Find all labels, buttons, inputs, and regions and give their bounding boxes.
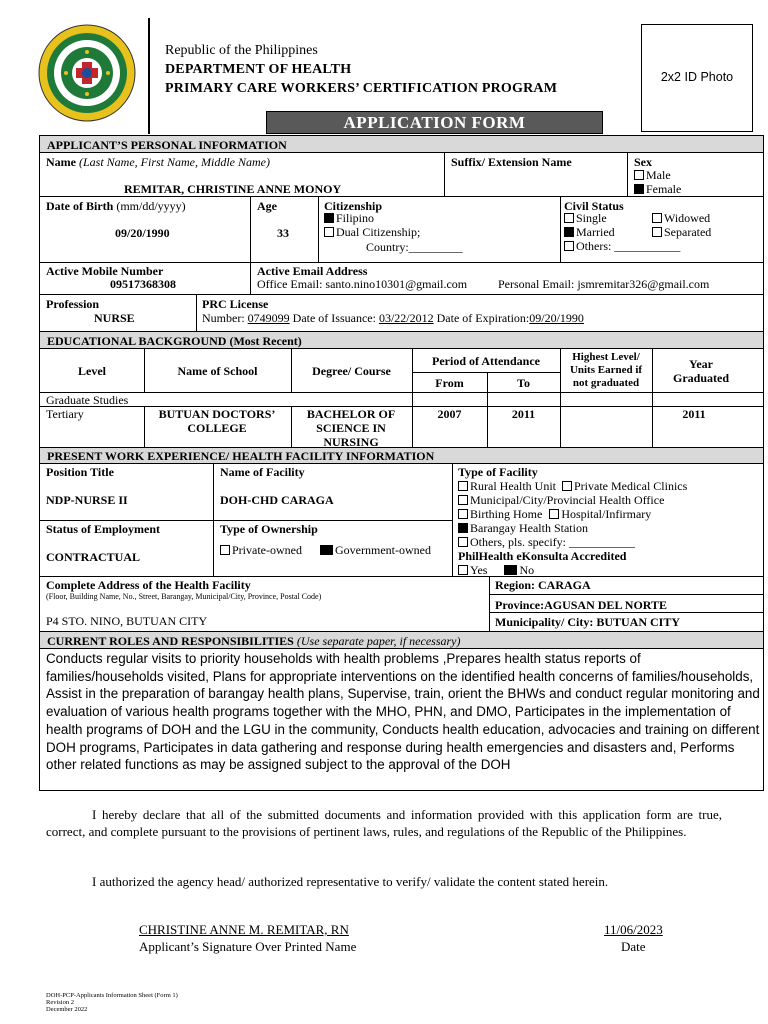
others-label: Others: ___________ (576, 239, 681, 253)
status-label: Status of Employment (46, 522, 161, 536)
birthing-checkbox[interactable] (458, 509, 468, 519)
rhu-label: Rural Health Unit (470, 479, 556, 493)
civil-option-others[interactable] (564, 239, 680, 253)
civil-status-label: Civil Status (564, 199, 624, 213)
line (40, 348, 763, 349)
name-label: Name (46, 155, 76, 169)
declaration-para2: I authorized the agency head/ authorized representative to verify/ validate the content stated herein. (92, 874, 609, 889)
line (291, 406, 292, 447)
line (40, 331, 763, 332)
id-photo-box (641, 24, 753, 132)
government-checkbox[interactable] (320, 545, 333, 555)
sex-option-female[interactable] (634, 182, 681, 196)
type-option-hospital[interactable] (549, 507, 651, 521)
edu-row-tertiary-school[interactable]: BUTUAN DOCTORS’ COLLEGE (158, 407, 276, 435)
line (40, 576, 763, 577)
line (213, 463, 214, 576)
edu-header-school: Name of School (177, 364, 258, 378)
line (250, 196, 251, 262)
name-value[interactable]: REMITAR, CHRISTINE ANNE MONOY (124, 182, 342, 196)
footer-revision: Revision 2 (46, 999, 74, 1006)
edu-row-tertiary-year[interactable]: 2011 (682, 407, 706, 421)
bhs-label: Barangay Health Station (470, 521, 588, 535)
work-section-title: PRESENT WORK EXPERIENCE/ HEALTH FACILITY INFORMATION (47, 449, 435, 463)
prc-issue-label: Date of Issuance: (292, 311, 376, 325)
female-checkbox[interactable] (634, 184, 644, 194)
prc-number[interactable]: 0749099 (247, 311, 290, 325)
country-label[interactable]: Country:_________ (366, 240, 463, 254)
date-label: Date (621, 939, 646, 954)
single-checkbox[interactable] (564, 213, 574, 223)
civil-option-married[interactable] (564, 225, 615, 239)
line (444, 152, 445, 196)
private-checkbox[interactable] (220, 545, 230, 555)
mchp-label: Municipal/City/Provincial Health Office (470, 493, 665, 507)
declaration-para1: I hereby declare that all of the submitted documents and information provided with this application form are true, correct, and complete pursuant to the provisions of pertinent laws, rules, and regulations of the Republic of the Philippines. (46, 807, 722, 839)
line (560, 348, 561, 447)
name-hint: (Last Name, First Name, Middle Name) (79, 155, 270, 169)
citizenship-option-filipino[interactable] (324, 211, 374, 225)
type-others-checkbox[interactable] (458, 537, 468, 547)
edu-row-tertiary-to[interactable]: 2011 (511, 407, 536, 421)
single-label: Single (576, 211, 607, 225)
edu-header-degree: Degree/ Course (312, 364, 391, 378)
filipino-label: Filipino (336, 211, 375, 225)
ownership-label: Type of Ownership (220, 522, 318, 536)
yes-checkbox[interactable] (458, 565, 468, 575)
birthing-label: Birthing Home (470, 507, 543, 521)
line (196, 294, 197, 331)
sex-option-male[interactable] (634, 168, 671, 182)
ownership-option-government[interactable] (320, 543, 431, 557)
line (560, 196, 561, 262)
hospital-label: Hospital/Infirmary (561, 507, 652, 521)
roles-section-hint: (Use separate paper, if necessary) (296, 634, 461, 648)
male-label: Male (646, 168, 671, 182)
prc-exp-date[interactable]: 09/20/1990 (529, 311, 584, 325)
edu-row-tertiary-level: Tertiary (46, 407, 84, 421)
dual-label: Dual Citizenship; (336, 225, 421, 239)
prc-issue-date[interactable]: 03/22/2012 (378, 311, 434, 325)
line (412, 372, 560, 373)
footer-form-id: DOH-PCP-Applicants Information Sheet (Form 1) (46, 992, 178, 999)
rhu-checkbox[interactable] (458, 481, 468, 491)
type-option-private-clinics[interactable] (562, 479, 687, 493)
facility-type-row3 (458, 507, 651, 521)
edu-header-year: Year Graduated (672, 357, 729, 385)
edu-header-to: To (517, 376, 530, 390)
line (627, 152, 628, 196)
dob-label-row (46, 199, 186, 213)
line (144, 406, 145, 447)
facility-value[interactable]: DOH-CHD CARAGA (220, 493, 334, 507)
mchp-checkbox[interactable] (458, 495, 468, 505)
line (250, 262, 251, 294)
status-value[interactable]: CONTRACTUAL (46, 550, 141, 564)
line (40, 294, 763, 295)
widowed-label: Widowed (664, 211, 711, 225)
civil-option-single[interactable] (564, 211, 607, 225)
prc-label: PRC License (202, 297, 269, 311)
mobile-value[interactable]: 09517368308 (110, 277, 176, 291)
address-value[interactable]: P4 STO. NINO, BUTUAN CITY (46, 614, 208, 628)
dob-hint: (mm/dd/yyyy) (116, 199, 186, 213)
line (40, 262, 763, 263)
position-value[interactable]: NDP-NURSE II (46, 493, 128, 507)
municipality-value[interactable]: Municipality/ City: BUTUAN CITY (495, 615, 681, 629)
no-checkbox[interactable] (504, 565, 517, 575)
form-title: APPLICATION FORM (343, 113, 526, 132)
line (40, 463, 763, 464)
personal-email[interactable]: Personal Email: jsmremitar326@gmail.com (498, 277, 710, 291)
edu-header-from: From (435, 376, 464, 390)
type-option-others[interactable] (458, 535, 635, 549)
others-checkbox[interactable] (564, 241, 574, 251)
edu-header-level: Level (78, 364, 106, 378)
philhealth-option-no[interactable] (504, 563, 534, 577)
line (489, 594, 763, 595)
male-checkbox[interactable] (634, 170, 644, 180)
form-title-bar (266, 111, 603, 134)
prc-number-label: Number: (202, 311, 245, 325)
civil-option-widowed[interactable] (652, 211, 710, 225)
bhs-checkbox[interactable] (458, 523, 468, 533)
type-others-label: Others, pls. specify: ___________ (470, 535, 635, 549)
filipino-checkbox[interactable] (324, 213, 334, 223)
office-email[interactable]: Office Email: santo.nino10301@gmail.com (257, 277, 468, 291)
yes-label: Yes (470, 563, 488, 577)
edu-header-highest: Highest Level/ Units Earned if not graduated (569, 351, 643, 389)
private-label: Private-owned (232, 543, 302, 557)
footer-date: December 2022 (46, 1006, 88, 1013)
suffix-label: Suffix/ Extension Name (451, 155, 572, 169)
sex-label: Sex (634, 155, 652, 169)
header-department: DEPARTMENT OF HEALTH (165, 62, 352, 77)
philhealth-option-yes[interactable] (458, 563, 487, 577)
roles-text[interactable]: Conducts regular visits to priority households with health problems ,Prepares health status reports of families/households visited, Plans for appropriate interventions on the identified health concerns of families/households, Assist in the preparation of barangay health plans, Supervise, train, orient the BHWs and conduct regular monitoring and evaluation of various health programs together with the MHO, PHN, and DMO, Participates in the implementation of health programs of DOH and the LGU in the community, Conducts health education, advocacies and training on different DOH programs, Participates in data gathering and response during health emergencies and disasters and, Performs other related functions as may be assigned subject to the approval of the DOH (46, 651, 760, 773)
prc-exp-label: Date of Expiration: (436, 311, 530, 325)
philhealth-label: PhilHealth eKonsulta Accredited (458, 549, 627, 563)
line (40, 152, 763, 153)
line (40, 392, 763, 393)
philhealth-options (458, 563, 534, 577)
address-hint: (Floor, Building Name, No., Street, Barangay, Municipal/City, Province, Postal Code) (46, 592, 322, 601)
edu-row-tertiary-degree[interactable]: BACHELOR OF SCIENCE IN NURSING (306, 407, 396, 449)
province-value[interactable]: Province:AGUSAN DEL NORTE (495, 598, 668, 612)
prc-details-row (202, 311, 584, 325)
header-republic: Republic of the Philippines (165, 43, 318, 58)
dob-label: Date of Birth (46, 199, 114, 213)
widowed-checkbox[interactable] (652, 213, 662, 223)
date-value[interactable]: 11/06/2023 (604, 922, 663, 937)
private-clinics-checkbox[interactable] (562, 481, 572, 491)
region-value[interactable]: Region: CARAGA (495, 578, 591, 592)
ownership-option-private[interactable] (220, 543, 302, 557)
age-label: Age (257, 199, 277, 213)
dual-checkbox[interactable] (324, 227, 334, 237)
facility-label: Name of Facility (220, 465, 305, 479)
position-label: Position Title (46, 465, 114, 479)
name-label-row (46, 155, 270, 169)
separated-checkbox[interactable] (652, 227, 662, 237)
facility-type-label: Type of Facility (458, 465, 538, 479)
edu-header-period: Period of Attendance (432, 354, 540, 368)
line (452, 463, 453, 576)
line (652, 348, 653, 447)
line (318, 196, 319, 262)
facility-type-row1 (458, 479, 687, 493)
line (40, 196, 763, 197)
signature-label: Applicant’s Signature Over Printed Name (139, 939, 357, 954)
dob-value[interactable]: 09/20/1990 (115, 226, 170, 240)
line (40, 631, 763, 632)
personal-section-title: APPLICANT’S PERSONAL INFORMATION (47, 138, 287, 152)
married-checkbox[interactable] (564, 227, 574, 237)
education-section-title: EDUCATIONAL BACKGROUND (Most Recent) (47, 334, 302, 348)
mobile-label: Active Mobile Number (46, 264, 164, 278)
profession-label: Profession (46, 297, 100, 311)
private-clinics-label: Private Medical Clinics (573, 479, 688, 493)
edu-row-graduate-level: Graduate Studies (46, 393, 129, 407)
edu-row-tertiary-from[interactable]: 2007 (437, 407, 462, 421)
female-label: Female (646, 182, 682, 196)
address-label: Complete Address of the Health Facility (46, 578, 251, 592)
married-label: Married (576, 225, 615, 239)
line (40, 520, 452, 521)
id-photo-label: 2x2 ID Photo (660, 70, 734, 84)
type-option-rhu[interactable] (458, 479, 556, 493)
hospital-checkbox[interactable] (549, 509, 559, 519)
government-label: Government-owned (335, 543, 431, 557)
civil-option-separated[interactable] (652, 225, 711, 239)
line (489, 612, 763, 613)
header-program: PRIMARY CARE WORKERS’ CERTIFICATION PROGRAM (165, 81, 558, 96)
line (489, 576, 490, 631)
type-option-mchp[interactable] (458, 493, 664, 507)
signature-name[interactable]: CHRISTINE ANNE M. REMITAR, RN (139, 922, 349, 937)
type-option-bhs[interactable] (458, 521, 588, 535)
profession-value[interactable]: NURSE (94, 311, 135, 325)
type-option-birthing[interactable] (458, 507, 542, 521)
roles-section-title-row (47, 634, 461, 648)
line (40, 648, 763, 649)
age-value[interactable]: 33 (277, 226, 289, 240)
header-divider (148, 18, 150, 134)
doh-seal (38, 24, 136, 122)
separated-label: Separated (664, 225, 712, 239)
citizenship-option-dual[interactable] (324, 225, 420, 239)
doh-seal-icon (38, 24, 136, 122)
roles-section-title: CURRENT ROLES AND RESPONSIBILITIES (47, 634, 294, 648)
citizenship-label: Citizenship (324, 199, 383, 213)
email-label: Active Email Address (257, 264, 368, 278)
no-label: No (519, 563, 535, 577)
